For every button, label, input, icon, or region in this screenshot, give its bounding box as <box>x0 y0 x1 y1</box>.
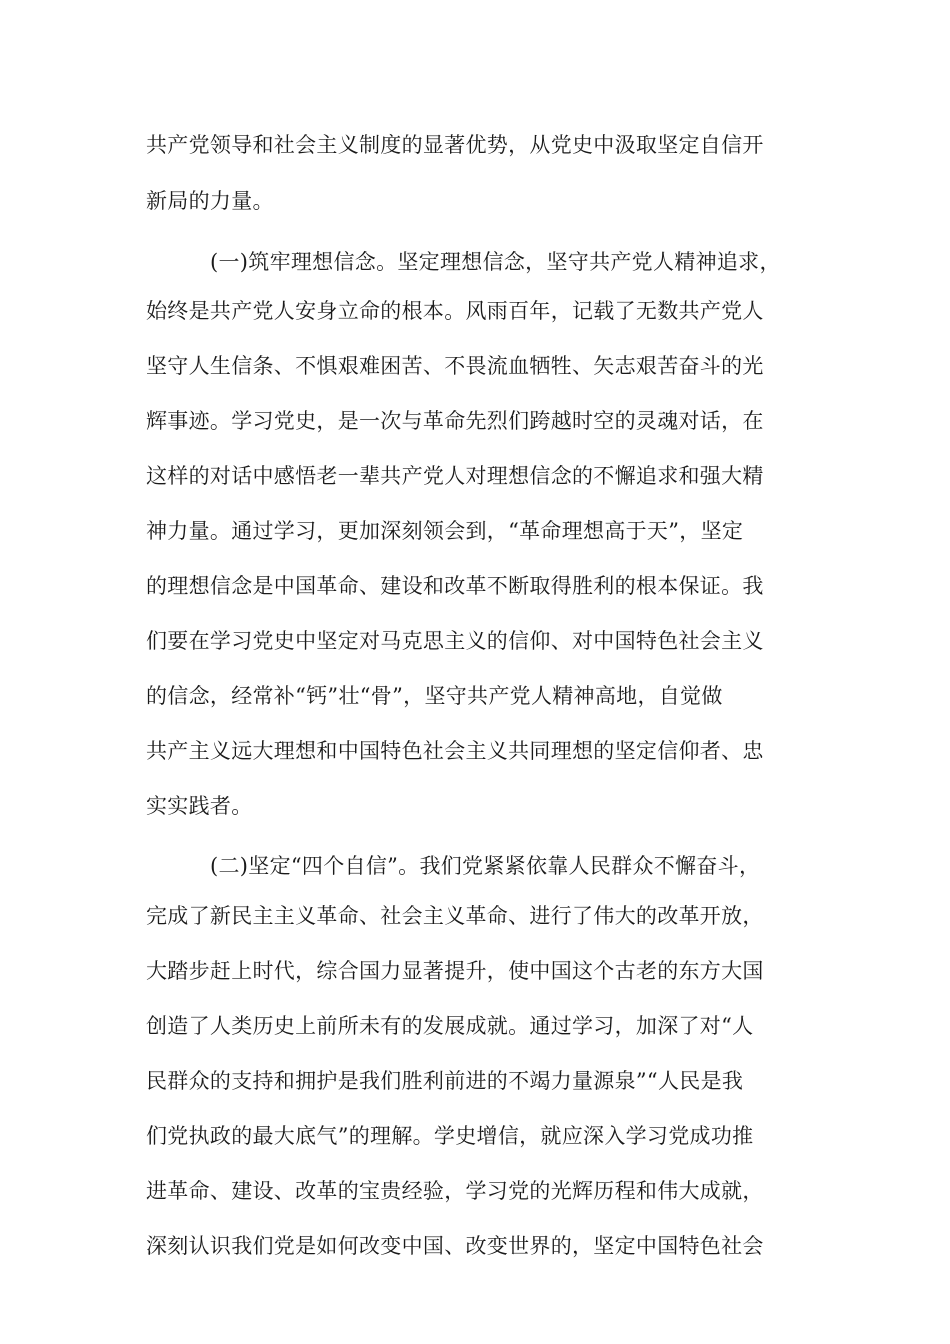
paragraph-line: 完成了新民主主义革命、社会主义革命、进行了伟大的改革开放， <box>146 904 764 928</box>
paragraph-line: 们要在学习党史中坚定对马克思主义的信仰、对中国特色社会主义 <box>146 629 764 653</box>
paragraph-heading-line: (二)坚定“四个自信”。我们党紧紧依靠人民群众不懈奋斗， <box>210 854 761 878</box>
paragraph-line: 的信念，经常补“钙”壮“骨”，坚守共产党人精神高地，自觉做 <box>146 684 723 708</box>
paragraph-line: 们党执政的最大底气”的理解。学史增信，就应深入学习党成功推 <box>146 1124 754 1148</box>
paragraph-heading-line: (一)筑牢理想信念。坚定理想信念，坚守共产党人精神追求， <box>210 250 781 274</box>
paragraph-line: 辉事迹。学习党史，是一次与革命先烈们跨越时空的灵魂对话，在 <box>146 409 764 433</box>
paragraph-line: 民群众的支持和拥护是我们胜利前进的不竭力量源泉”“人民是我 <box>146 1069 744 1093</box>
paragraph-line: 坚守人生信条、不惧艰难困苦、不畏流血牺牲、矢志艰苦奋斗的光 <box>146 354 764 378</box>
paragraph-line: 实实践者。 <box>146 794 253 818</box>
paragraph-line: 的理想信念是中国革命、建设和改革不断取得胜利的根本保证。我 <box>146 574 764 598</box>
paragraph-line: 创造了人类历史上前所未有的发展成就。通过学习，加深了对“人 <box>146 1014 754 1038</box>
paragraph-line: 深刻认识我们党是如何改变中国、改变世界的，坚定中国特色社会 <box>146 1234 764 1258</box>
paragraph-line: 新局的力量。 <box>146 189 274 213</box>
paragraph-line: 这样的对话中感悟老一辈共产党人对理想信念的不懈追求和强大精 <box>146 464 764 488</box>
paragraph-line: 始终是共产党人安身立命的根本。风雨百年，记载了无数共产党人 <box>146 299 764 323</box>
paragraph-line: 共产党领导和社会主义制度的显著优势，从党史中汲取坚定自信开 <box>146 133 764 157</box>
paragraph-line: 共产主义远大理想和中国特色社会主义共同理想的坚定信仰者、忠 <box>146 739 764 763</box>
paragraph-line: 进革命、建设、改革的宝贵经验，学习党的光辉历程和伟大成就， <box>146 1179 764 1203</box>
paragraph-line: 大踏步赶上时代，综合国力显著提升，使中国这个古老的东方大国 <box>146 959 764 983</box>
paragraph-line: 神力量。通过学习，更加深刻领会到，“革命理想高于天”，坚定 <box>146 519 744 543</box>
